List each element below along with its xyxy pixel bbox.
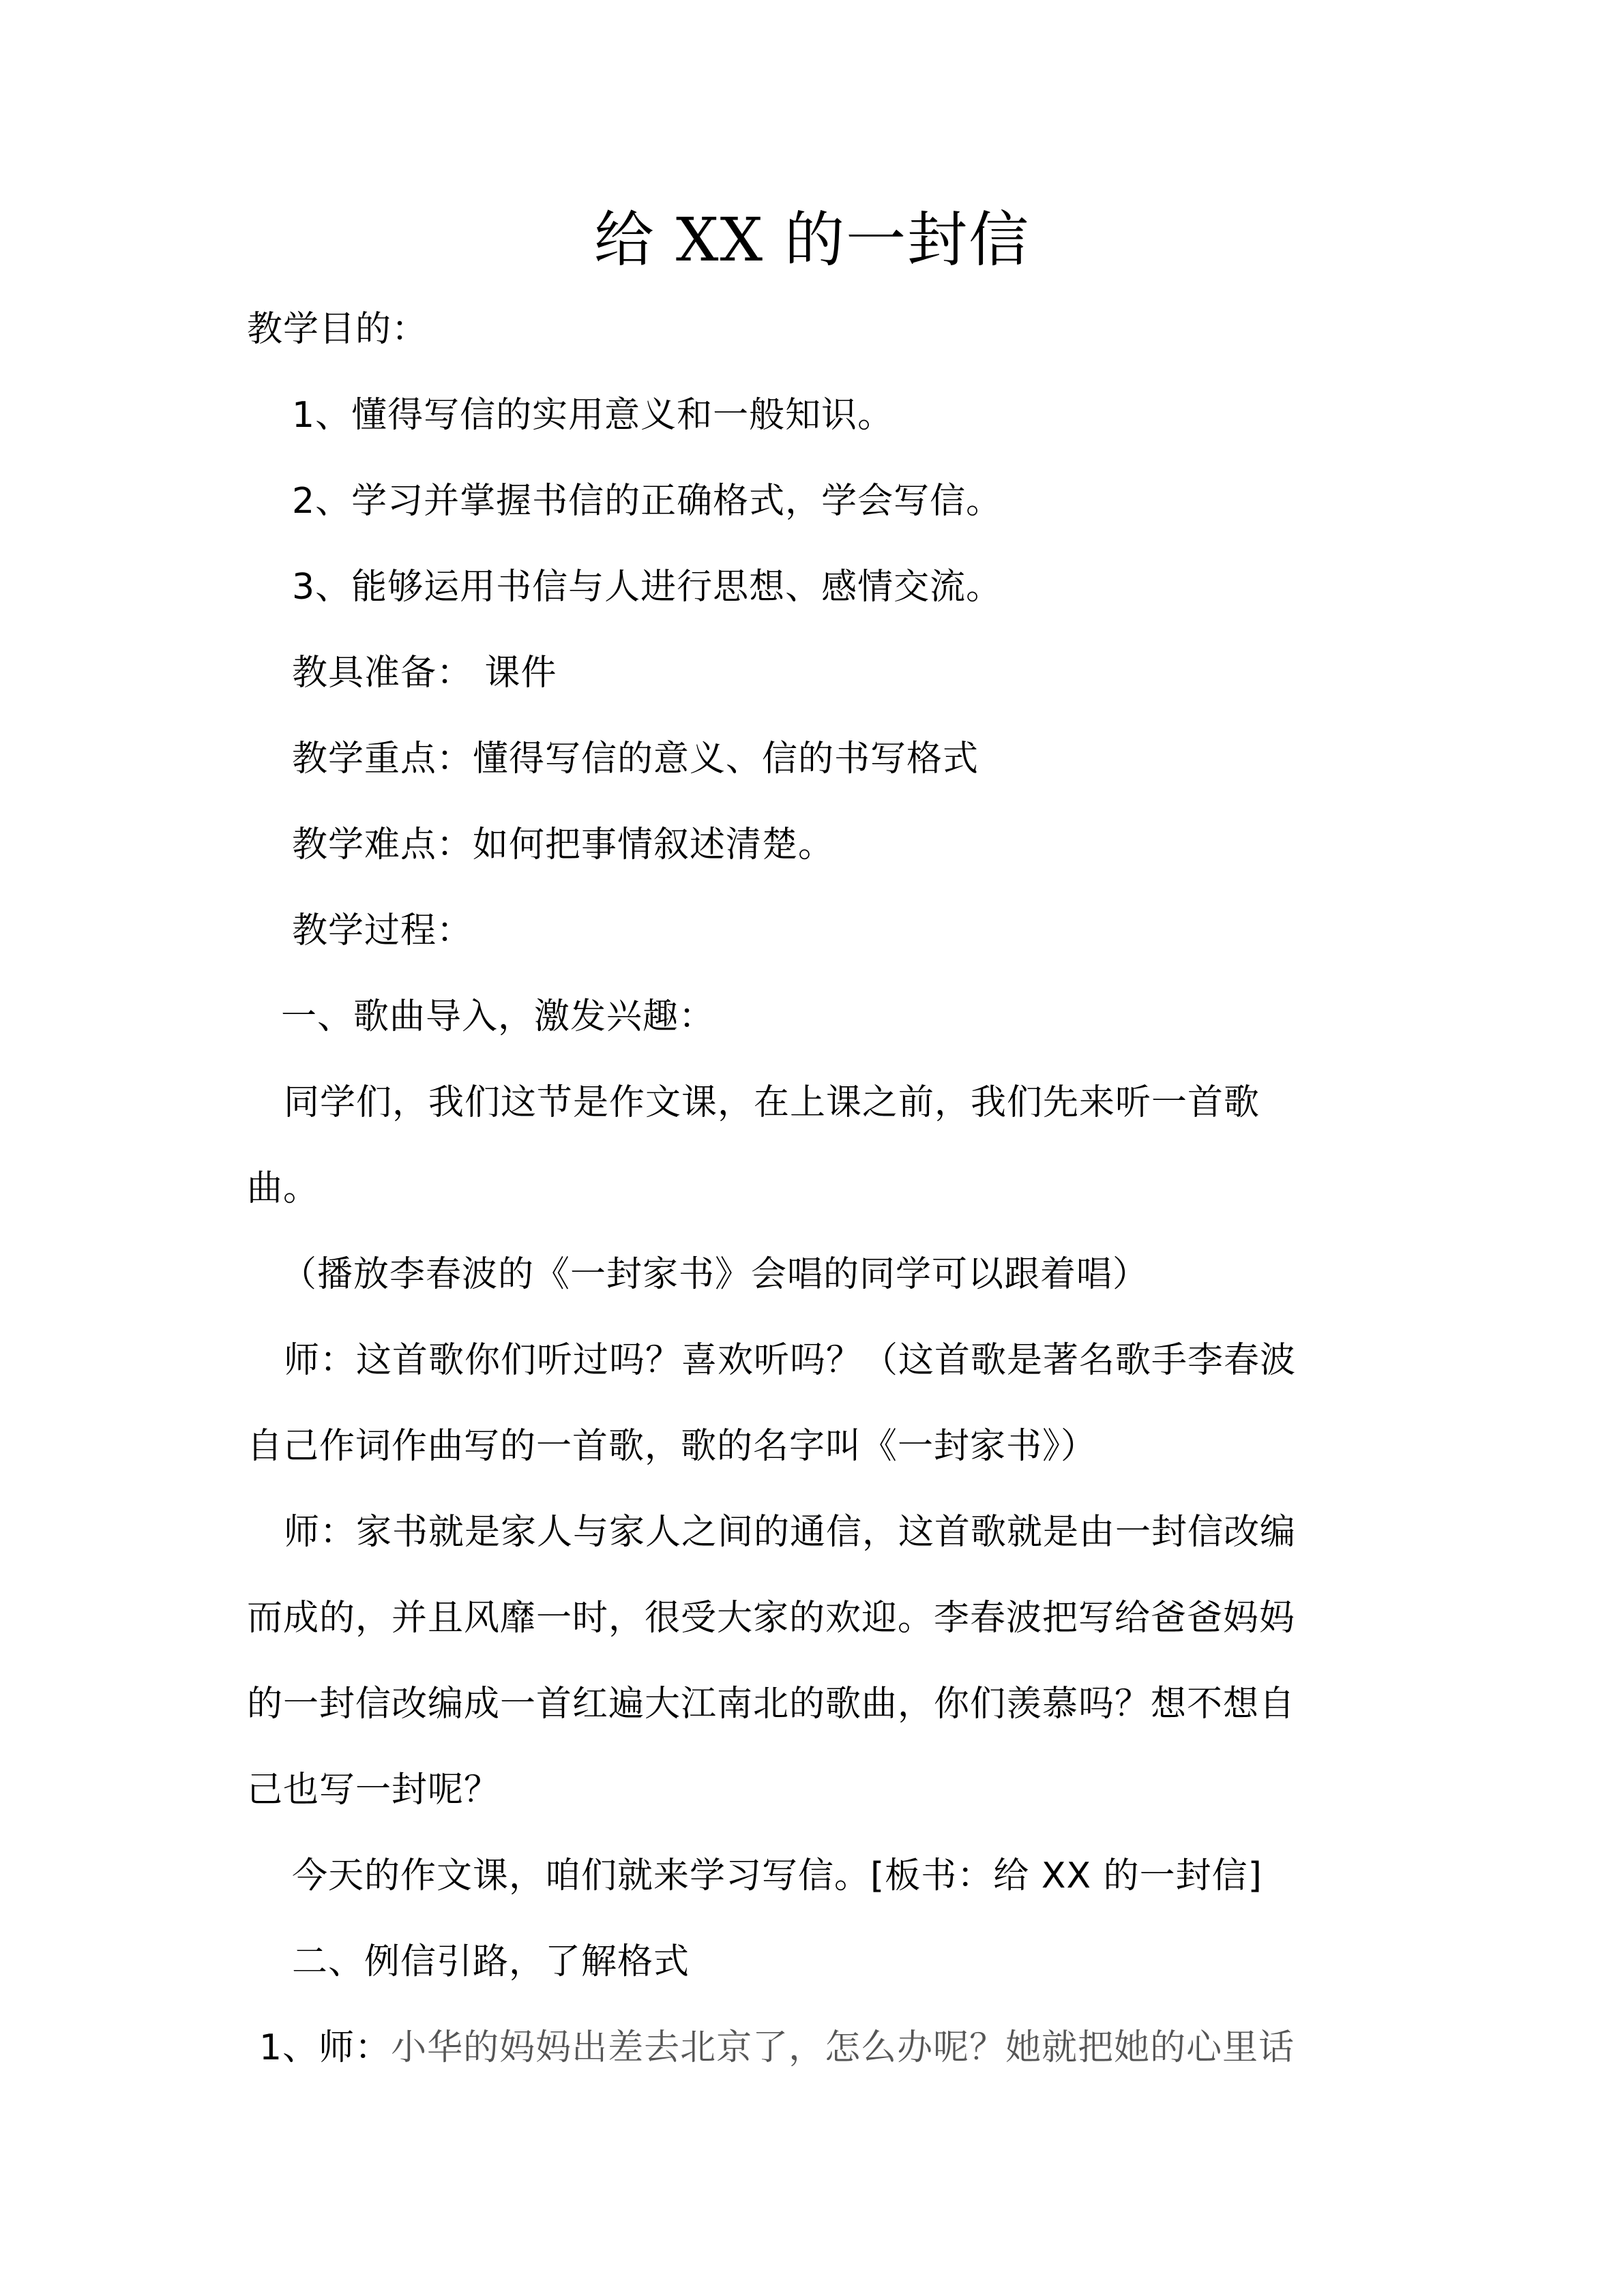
paragraph-line: 教学过程： — [292, 910, 473, 951]
paragraph-line: 3、能够运用书信与人进行思想、感情交流。 — [292, 567, 1003, 608]
paragraph-line: 的一封信改编成一首红遍大江南北的歌曲，你们羡慕吗？想不想自 — [247, 1684, 1296, 1725]
paragraph-line: （播放李春波的《一封家书》会唱的同学可以跟着唱） — [281, 1254, 1149, 1295]
document-title: 给 XX 的一封信 — [593, 205, 1031, 275]
paragraph-line: 师：这首歌你们听过吗？喜欢听吗？（这首歌是著名歌手李春波 — [284, 1340, 1297, 1381]
paragraph-line: 曲。 — [247, 1168, 320, 1209]
paragraph-line: 1、懂得写信的实用意义和一般知识。 — [292, 395, 894, 436]
paragraph-line: 教学重点：懂得写信的意义、信的书写格式 — [292, 739, 979, 779]
paragraph-line: 己也写一封呢？ — [247, 1770, 501, 1810]
paragraph-line: 师：家书就是家人与家人之间的通信，这首歌就是由一封信改编 — [284, 1512, 1297, 1553]
paragraph-line: 教学难点：如何把事情叙述清楚。 — [292, 824, 835, 865]
paragraph-line: 同学们，我们这节是作文课，在上课之前，我们先来听一首歌 — [284, 1082, 1260, 1123]
quoted-text: 小华的妈妈出差去北京了，怎么办呢？她就把她的心里话 — [391, 2027, 1295, 2068]
paragraph-line-last — [259, 2024, 1295, 2072]
teacher-label: 1、师： — [259, 2027, 392, 2068]
paragraph-line: 自己作词作曲写的一首歌，歌的名字叫《一封家书》） — [247, 1426, 1097, 1467]
paragraph-line: 2、学习并掌握书信的正确格式，学会写信。 — [292, 481, 1003, 522]
paragraph-line: 教学目的： — [247, 309, 428, 350]
paragraph-line: 教具准备： 课件 — [292, 653, 557, 694]
paragraph-line: 今天的作文课，咱们就来学习写信。[板书：给 XX 的一封信] — [292, 1855, 1263, 1896]
paragraph-line: 而成的，并且风靡一时，很受大家的欢迎。李春波把写给爸爸妈妈 — [247, 1598, 1296, 1639]
paragraph-line: 二、例信引路，了解格式 — [292, 1941, 690, 1982]
paragraph-line: 一、歌曲导入，激发兴趣： — [281, 996, 715, 1037]
